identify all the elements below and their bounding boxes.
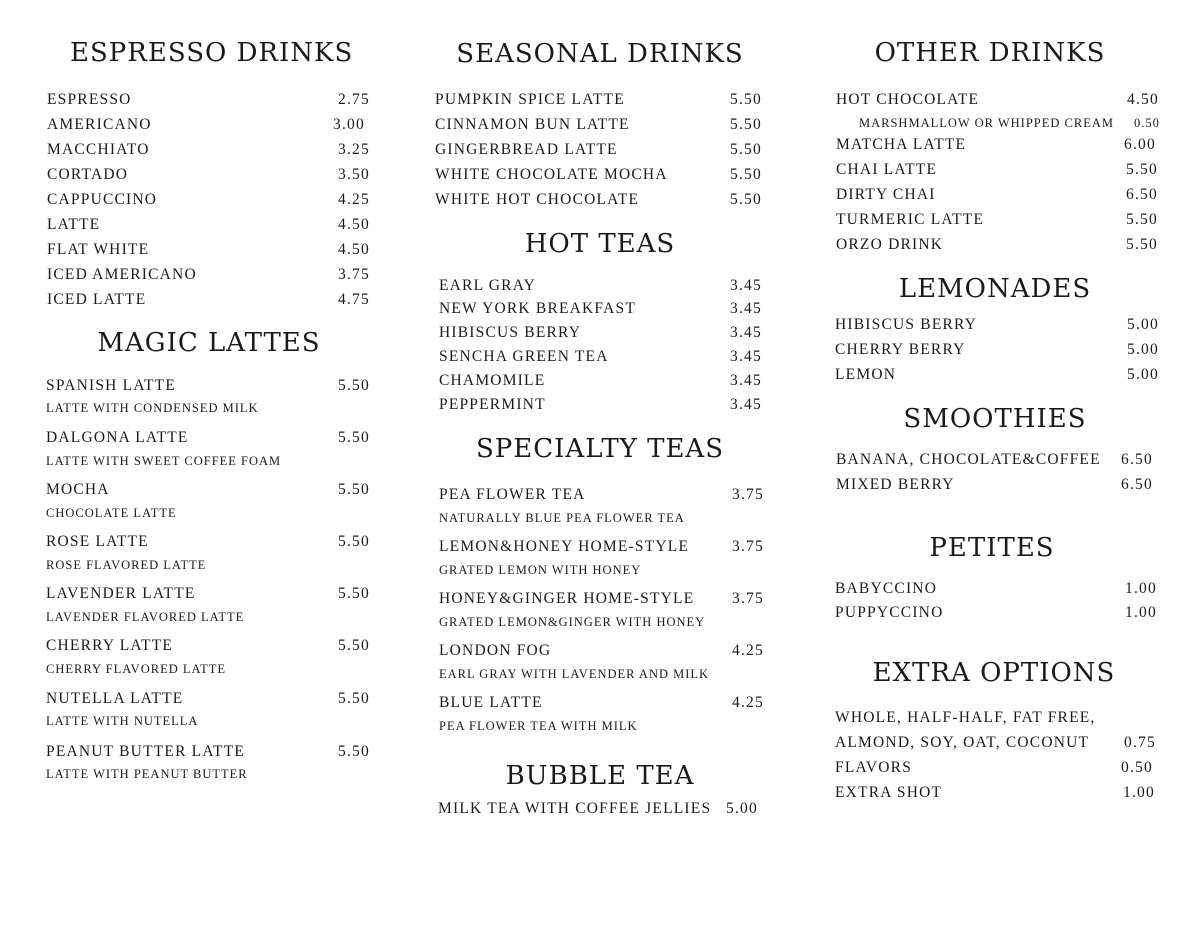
menu-item bbox=[435, 116, 762, 134]
item-name: WHITE CHOCOLATE MOCHA bbox=[435, 166, 668, 183]
addon-name: MARSHMALLOW OR WHIPPED CREAM bbox=[859, 116, 1114, 130]
item-description: LATTE WITH NUTELLA bbox=[46, 714, 199, 728]
menu-item bbox=[439, 396, 762, 414]
menu-item bbox=[438, 800, 758, 818]
menu-item bbox=[439, 348, 762, 366]
item-name: BLUE LATTE bbox=[439, 694, 543, 711]
menu-item bbox=[47, 216, 370, 234]
item-name: ICED AMERICANO bbox=[47, 266, 197, 283]
item-name: MATCHA LATTE bbox=[836, 136, 967, 153]
item-price: 4.50 bbox=[338, 216, 370, 233]
item-name: EARL GRAY bbox=[439, 277, 537, 294]
menu-item bbox=[46, 429, 370, 447]
item-price: 5.50 bbox=[338, 637, 370, 654]
item-name: PEA FLOWER TEA bbox=[439, 486, 586, 503]
item-price: 3.75 bbox=[732, 590, 764, 607]
item-description: GRATED LEMON WITH HONEY bbox=[439, 563, 642, 577]
smoothies-title: SMOOTHIES bbox=[903, 404, 1087, 434]
item-price: 3.75 bbox=[338, 266, 370, 283]
item-description: EARL GRAY WITH LAVENDER AND MILK bbox=[439, 667, 710, 681]
item-name: AMERICANO bbox=[47, 116, 152, 133]
menu-item bbox=[47, 91, 370, 109]
menu-item bbox=[836, 186, 1158, 204]
item-price: 6.00 bbox=[1124, 136, 1156, 153]
item-name: MILK TEA WITH COFFEE JELLIES bbox=[438, 800, 712, 817]
item-name: PEANUT BUTTER LATTE bbox=[46, 743, 246, 760]
item-price: 6.50 bbox=[1126, 186, 1158, 203]
addon-price: 0.50 bbox=[1134, 116, 1160, 130]
item-name: LEMON bbox=[835, 366, 897, 383]
menu-item bbox=[47, 291, 370, 309]
bubble-tea-title: BUBBLE TEA bbox=[505, 761, 695, 791]
menu-item bbox=[835, 580, 1157, 598]
item-price: 5.50 bbox=[730, 91, 762, 108]
item-name: PUMPKIN SPICE LATTE bbox=[435, 91, 625, 108]
menu-item bbox=[836, 136, 1156, 154]
item-name: HONEY&GINGER HOME-STYLE bbox=[439, 590, 695, 607]
item-name: DIRTY CHAI bbox=[836, 186, 936, 203]
item-description: CHOCOLATE LATTE bbox=[46, 506, 177, 520]
item-name: CINNAMON BUN LATTE bbox=[435, 116, 630, 133]
seasonal-drinks-title: SEASONAL DRINKS bbox=[456, 39, 744, 69]
item-name: EXTRA SHOT bbox=[835, 784, 943, 801]
menu-item bbox=[439, 300, 762, 318]
item-price: 3.45 bbox=[730, 348, 762, 365]
item-price: 5.50 bbox=[730, 116, 762, 133]
menu-item bbox=[439, 372, 762, 390]
menu-item bbox=[439, 538, 764, 556]
item-description: LATTE WITH PEANUT BUTTER bbox=[46, 767, 248, 781]
item-name: LONDON FOG bbox=[439, 642, 552, 659]
item-price: 5.50 bbox=[338, 377, 370, 394]
item-price: 5.50 bbox=[338, 429, 370, 446]
menu-item bbox=[836, 236, 1158, 254]
menu-item bbox=[47, 116, 365, 134]
item-name: ALMOND, SOY, OAT, COCONUT bbox=[835, 734, 1090, 751]
menu-item bbox=[47, 241, 370, 259]
menu-item bbox=[46, 377, 370, 395]
item-name: HIBISCUS BERRY bbox=[835, 316, 978, 333]
item-price: 3.00 bbox=[333, 116, 365, 133]
item-price: 3.45 bbox=[730, 300, 762, 317]
item-name: HOT CHOCOLATE bbox=[836, 91, 980, 108]
item-name: HIBISCUS BERRY bbox=[439, 324, 582, 341]
menu-item bbox=[46, 690, 370, 708]
item-price: 4.25 bbox=[732, 694, 764, 711]
menu-item bbox=[835, 734, 1156, 752]
item-price: 1.00 bbox=[1123, 784, 1155, 801]
menu-item bbox=[435, 166, 762, 184]
extra-options-title: EXTRA OPTIONS bbox=[872, 658, 1116, 688]
espresso-drinks-title: ESPRESSO DRINKS bbox=[70, 38, 354, 68]
item-name: LATTE bbox=[47, 216, 101, 233]
item-description: GRATED LEMON&GINGER WITH HONEY bbox=[439, 615, 706, 629]
item-name: CAPPUCCINO bbox=[47, 191, 158, 208]
item-name: MACCHIATO bbox=[47, 141, 150, 158]
item-description: ROSE FLAVORED LATTE bbox=[46, 558, 207, 572]
menu-item bbox=[46, 533, 370, 551]
item-price: 5.00 bbox=[726, 800, 758, 817]
magic-lattes-title: MAGIC LATTES bbox=[97, 328, 321, 358]
item-name: TURMERIC LATTE bbox=[836, 211, 985, 228]
item-price: 3.45 bbox=[730, 396, 762, 413]
item-price: 6.50 bbox=[1121, 476, 1153, 493]
menu-item bbox=[836, 91, 1159, 109]
item-price: 5.00 bbox=[1127, 316, 1159, 333]
menu-item bbox=[46, 743, 370, 761]
item-name: BANANA, CHOCOLATE&COFFEE bbox=[836, 451, 1101, 468]
item-price: 3.50 bbox=[338, 166, 370, 183]
item-price: 3.45 bbox=[730, 277, 762, 294]
item-price: 5.50 bbox=[338, 585, 370, 602]
menu-item bbox=[835, 604, 1157, 622]
menu-item bbox=[835, 366, 1159, 384]
item-name: CHAI LATTE bbox=[836, 161, 938, 178]
item-price: 4.25 bbox=[732, 642, 764, 659]
item-name: NUTELLA LATTE bbox=[46, 690, 184, 707]
item-name: CHERRY LATTE bbox=[46, 637, 174, 654]
item-name: PEPPERMINT bbox=[439, 396, 546, 413]
item-name: CHAMOMILE bbox=[439, 372, 546, 389]
item-price: 3.45 bbox=[730, 324, 762, 341]
hot-teas-title: HOT TEAS bbox=[524, 229, 676, 259]
item-price: 4.50 bbox=[338, 241, 370, 258]
item-name: LEMON&HONEY HOME-STYLE bbox=[439, 538, 690, 555]
menu-item bbox=[439, 694, 764, 712]
item-price: 5.50 bbox=[1126, 236, 1158, 253]
menu-item bbox=[835, 784, 1155, 802]
item-price: 5.50 bbox=[730, 141, 762, 158]
item-name: GINGERBREAD LATTE bbox=[435, 141, 618, 158]
item-name: ESPRESSO bbox=[47, 91, 132, 108]
item-name: NEW YORK BREAKFAST bbox=[439, 300, 636, 317]
menu-item bbox=[836, 211, 1158, 229]
item-description: CHERRY FLAVORED LATTE bbox=[46, 662, 227, 676]
item-price: 0.75 bbox=[1124, 734, 1156, 751]
item-name: WHITE HOT CHOCOLATE bbox=[435, 191, 640, 208]
menu-item bbox=[47, 141, 370, 159]
menu-item bbox=[836, 161, 1158, 179]
item-name: MOCHA bbox=[46, 481, 110, 498]
milk-options-line: WHOLE, HALF-HALF, FAT FREE, bbox=[835, 709, 1096, 726]
menu-item bbox=[835, 759, 1153, 777]
item-price: 3.75 bbox=[732, 486, 764, 503]
menu-item bbox=[47, 166, 370, 184]
menu-item bbox=[439, 486, 764, 504]
item-description: NATURALLY BLUE PEA FLOWER TEA bbox=[439, 511, 685, 525]
menu-item bbox=[435, 191, 762, 209]
item-price: 4.50 bbox=[1127, 91, 1159, 108]
item-name: MIXED BERRY bbox=[836, 476, 955, 493]
item-name: ROSE LATTE bbox=[46, 533, 149, 550]
item-price: 4.75 bbox=[338, 291, 370, 308]
item-price: 5.50 bbox=[338, 481, 370, 498]
item-name: CHERRY BERRY bbox=[835, 341, 966, 358]
item-name: FLAT WHITE bbox=[47, 241, 150, 258]
menu-item bbox=[836, 451, 1153, 469]
item-name: DALGONA LATTE bbox=[46, 429, 189, 446]
item-description: LATTE WITH SWEET COFFEE FOAM bbox=[46, 454, 282, 468]
menu-item bbox=[47, 266, 370, 284]
item-name: SPANISH LATTE bbox=[46, 377, 177, 394]
menu-item bbox=[46, 637, 370, 655]
petites-title: PETITES bbox=[929, 533, 1055, 563]
item-price: 4.25 bbox=[338, 191, 370, 208]
item-price: 5.00 bbox=[1127, 341, 1159, 358]
item-name: ORZO DRINK bbox=[836, 236, 944, 253]
item-price: 0.50 bbox=[1121, 759, 1153, 776]
menu-item bbox=[835, 316, 1159, 334]
item-price: 5.50 bbox=[730, 191, 762, 208]
menu-item bbox=[439, 277, 762, 295]
other-drinks-title: OTHER DRINKS bbox=[874, 38, 1106, 68]
item-name: CORTADO bbox=[47, 166, 129, 183]
lemonades-title: LEMONADES bbox=[898, 274, 1092, 304]
item-price: 1.00 bbox=[1125, 604, 1157, 621]
item-price: 5.50 bbox=[1126, 161, 1158, 178]
menu-item bbox=[435, 141, 762, 159]
item-description: LAVENDER FLAVORED LATTE bbox=[46, 610, 245, 624]
menu-item bbox=[435, 91, 762, 109]
menu-item bbox=[439, 642, 764, 660]
menu-item bbox=[835, 341, 1159, 359]
item-price: 2.75 bbox=[338, 91, 370, 108]
item-price: 5.50 bbox=[338, 533, 370, 550]
menu-item bbox=[46, 585, 370, 603]
item-price: 5.50 bbox=[338, 690, 370, 707]
item-name: BABYCCINO bbox=[835, 580, 938, 597]
menu-item bbox=[46, 481, 370, 499]
item-price: 3.45 bbox=[730, 372, 762, 389]
item-name: LAVENDER LATTE bbox=[46, 585, 196, 602]
menu-item bbox=[836, 476, 1153, 494]
item-price: 6.50 bbox=[1121, 451, 1153, 468]
item-price: 3.25 bbox=[338, 141, 370, 158]
item-price: 5.00 bbox=[1127, 366, 1159, 383]
item-price: 5.50 bbox=[1126, 211, 1158, 228]
item-price: 5.50 bbox=[338, 743, 370, 760]
item-name: ICED LATTE bbox=[47, 291, 147, 308]
item-name: PUPPYCCINO bbox=[835, 604, 944, 621]
item-name: FLAVORS bbox=[835, 759, 913, 776]
item-price: 1.00 bbox=[1125, 580, 1157, 597]
item-name: SENCHA GREEN TEA bbox=[439, 348, 609, 365]
menu-item bbox=[439, 590, 764, 608]
menu-item bbox=[47, 191, 370, 209]
item-description: LATTE WITH CONDENSED MILK bbox=[46, 401, 259, 415]
item-description: PEA FLOWER TEA WITH MILK bbox=[439, 719, 638, 733]
item-price: 3.75 bbox=[732, 538, 764, 555]
menu-item bbox=[439, 324, 762, 342]
specialty-teas-title: SPECIALTY TEAS bbox=[475, 434, 725, 464]
addon-item bbox=[859, 116, 1160, 131]
item-price: 5.50 bbox=[730, 166, 762, 183]
